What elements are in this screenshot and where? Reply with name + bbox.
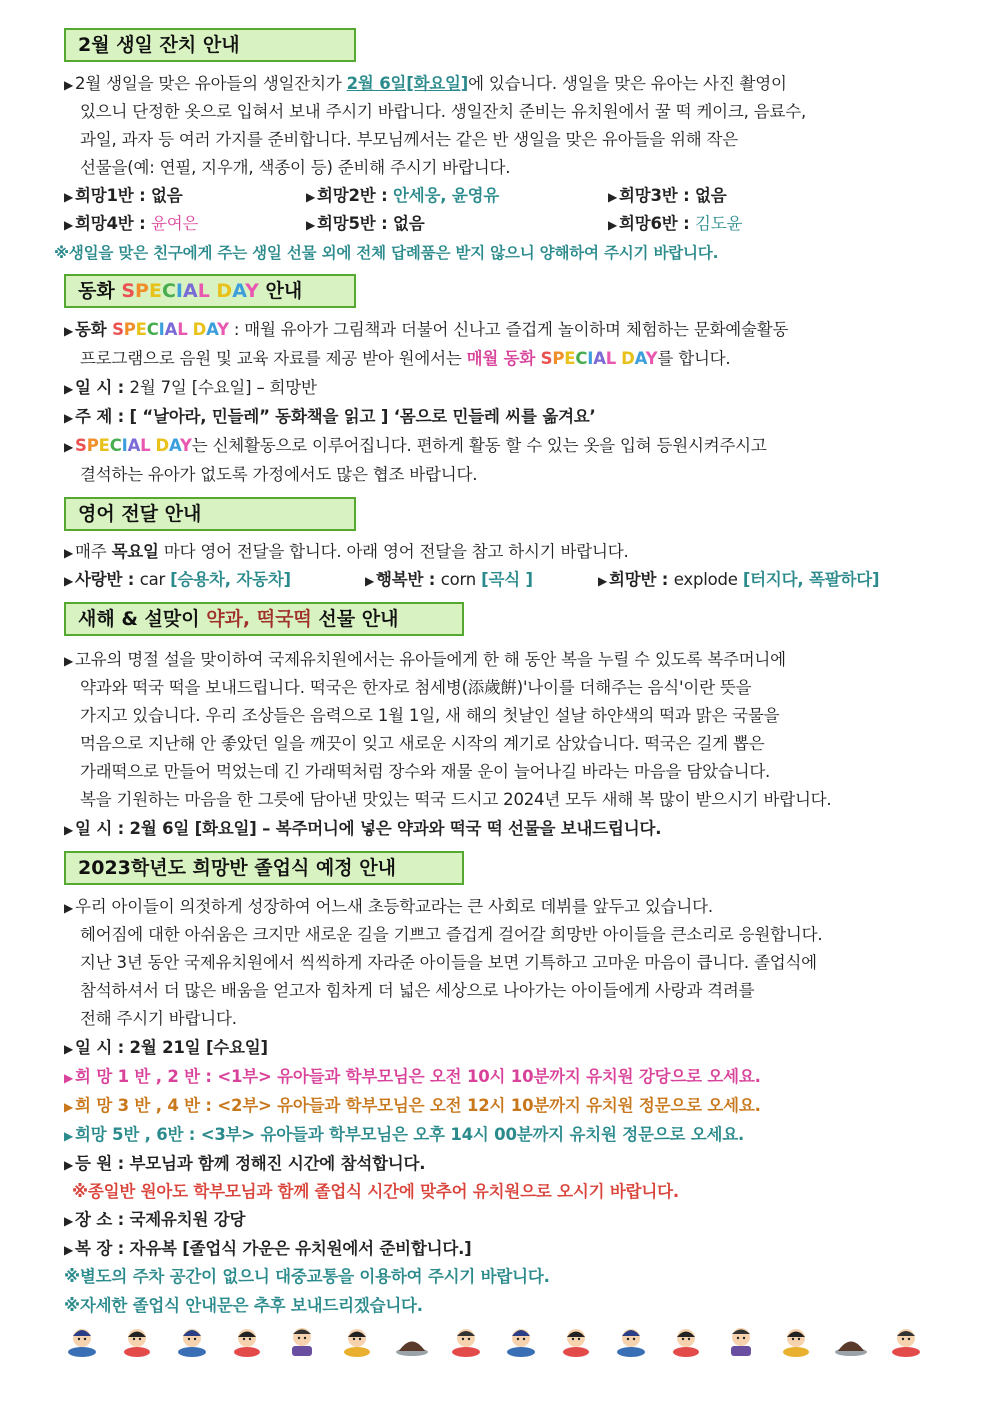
section-header-newyear-gift — [64, 602, 464, 636]
graduation-group-1 — [64, 1065, 934, 1089]
bullet-icon: ▶ — [64, 411, 74, 425]
label: 사랑반 : — [75, 570, 140, 589]
word: explode — [673, 570, 743, 589]
text: 2월 생일을 맞은 유아들의 생일잔치가 — [75, 74, 347, 93]
hanbok-kid-icon — [668, 1322, 704, 1358]
bullet-icon: ▶ — [598, 574, 608, 588]
text: 희망 5반 , 6반 : <3부> 유아들과 학부모님은 오후 14시 00분까지 유치원 정문으로 오세요. — [75, 1125, 745, 1144]
section-title: 2월 생일 잔치 안내 — [78, 34, 240, 56]
class-birthday-4 — [64, 212, 304, 236]
graduation-attend-note: ※종일반 원아도 학부모님과 함께 졸업식 시간에 맞추어 유치원으로 오시기 바랍니다. — [72, 1182, 679, 1201]
text: 마다 영어 전달을 합니다. 아래 영어 전달을 참고 하시기 바랍니다. — [158, 542, 629, 561]
label: 희망반 : — [609, 570, 674, 589]
class-label: 희망2반 : — [317, 186, 394, 205]
text: 희 망 1 반 , 2 반 : <1부> 유아들과 학부모님은 오전 10시 10분까지 유치원 강당으로 오세요. — [75, 1067, 761, 1086]
bullet-icon: ▶ — [64, 1158, 74, 1172]
tteok-icon — [833, 1322, 869, 1358]
paragraph-line — [64, 72, 934, 96]
bullet-icon: ▶ — [64, 190, 74, 204]
bullet-icon: ▶ — [608, 218, 618, 232]
bullet-icon: ▶ — [64, 440, 74, 454]
paragraph-line: 헤어짐에 대한 아쉬움은 크지만 새로운 길을 기쁘고 즐겁게 걸어갈 희망반 아이들을 큰소리로 응원합니다. — [80, 925, 823, 944]
hanbok-kid-icon — [778, 1322, 814, 1358]
class-birthday-3 — [608, 184, 848, 208]
text: 동화 — [75, 320, 113, 339]
value: 자유복 [졸업식 가운은 유치원에서 준비합니다.] — [129, 1239, 472, 1258]
paragraph-line — [64, 540, 934, 564]
section-title: 안내 — [258, 280, 303, 302]
section-header-storyday — [64, 274, 356, 308]
text: 우리 아이들이 의젓하게 성장하여 어느새 초등학교라는 큰 사회로 데뷔를 앞두고 있습니다. — [75, 897, 713, 916]
storyday-topic — [64, 405, 934, 429]
value: 2월 6일 [화요일] – — [129, 819, 276, 838]
paragraph-line: 과일, 과자 등 여러 가지를 준비합니다. 부모님께서는 같은 반 생일을 맞은 유아들을 위해 작은 — [80, 130, 739, 149]
bullet-icon: ▶ — [64, 654, 74, 668]
hanbok-kid-icon — [723, 1322, 759, 1358]
class-value: 안세웅, 윤영유 — [393, 186, 500, 205]
paragraph-line: 지난 3년 동안 국제유치원에서 씩씩하게 자라준 아이들을 보면 기특하고 고마운 마음이 큽니다. 졸업식에 — [80, 953, 817, 972]
paragraph-line: 복을 기원하는 마음을 한 그릇에 담아낸 맛있는 떡국 드시고 2024년 모두 새해 복 많이 받으시기 바랍니다. — [80, 790, 832, 809]
class-value: 없음 — [151, 186, 183, 205]
bullet-icon: ▶ — [365, 574, 375, 588]
hanbok-kid-icon — [888, 1322, 924, 1358]
label: 장 소 : — [75, 1210, 130, 1229]
class-value: 없음 — [695, 186, 727, 205]
bullet-icon: ▶ — [306, 218, 316, 232]
birthday-date: 2월 6일[화요일] — [346, 74, 469, 93]
section-header-birthday — [64, 28, 356, 62]
storyday-date — [64, 376, 934, 400]
class-label: 희망4반 : — [75, 214, 152, 233]
text: 고유의 명절 설을 맞이하여 국제유치원에서는 유아들에게 한 해 동안 복을 누릴 수 있도록 복주머니에 — [75, 650, 786, 669]
section-title: 2023학년도 희망반 졸업식 예정 안내 — [78, 857, 396, 879]
graduation-date — [64, 1036, 934, 1060]
paragraph-line: 있으니 단정한 옷으로 입혀서 보내 주시기 바랍니다. 생일잔치 준비는 유치원에서 꿀 떡 케이크, 음료수, — [80, 102, 807, 121]
class-label: 희망5반 : — [317, 214, 394, 233]
paragraph-line — [64, 318, 934, 342]
text: 매주 — [75, 542, 112, 561]
bullet-icon: ▶ — [64, 324, 74, 338]
label: 일 시 : — [75, 1038, 130, 1057]
birthday-note: ※생일을 맞은 친구에게 주는 생일 선물 외에 전체 답례품은 받지 않으니 양해하여 주시기 바랍니다. — [54, 244, 719, 262]
section-header-graduation — [64, 851, 464, 885]
bullet-icon: ▶ — [64, 1243, 74, 1257]
label: 주 제 : — [75, 407, 130, 426]
bullet-icon: ▶ — [64, 823, 74, 837]
special-rainbow-text: SPECIAL DAY — [121, 280, 259, 302]
meaning: [곡식 ] — [481, 570, 533, 589]
section-title: 선물 안내 — [311, 608, 399, 630]
label: 일 시 : — [75, 819, 130, 838]
text: 는 신체활동으로 이루어집니다. 편하게 활동 할 수 있는 옷을 입혀 등원시켜주시고 — [191, 436, 767, 455]
graduation-dress — [64, 1237, 934, 1261]
hanbok-kid-icon — [503, 1322, 539, 1358]
value: 2월 7일 [수요일] – 희망반 — [129, 378, 317, 397]
bullet-icon: ▶ — [64, 382, 74, 396]
paragraph-line — [64, 648, 934, 672]
special-rainbow-text: SPECIAL DAY — [75, 436, 192, 455]
class-label: 희망6반 : — [619, 214, 696, 233]
label: 행복반 : — [376, 570, 441, 589]
text: 를 합니다. — [657, 349, 731, 368]
word: car — [139, 570, 171, 589]
class-birthday-5 — [306, 212, 596, 236]
class-value: 윤여은 — [151, 214, 199, 233]
parking-note: ※별도의 주차 공간이 없으니 대중교통을 이용하여 주시기 바랍니다. — [64, 1267, 550, 1286]
english-word-huimang — [598, 568, 928, 592]
special-rainbow-text: SPECIAL DAY — [112, 320, 229, 339]
special-rainbow-text: SPECIAL DAY — [540, 349, 658, 368]
paragraph-line — [80, 347, 950, 371]
graduation-group-2 — [64, 1094, 934, 1118]
label: 일 시 : — [75, 378, 130, 397]
bullet-icon: ▶ — [306, 190, 316, 204]
value: 2월 21일 [수요일] — [129, 1038, 268, 1057]
english-word-haengbok — [365, 568, 595, 592]
bullet-icon: ▶ — [64, 901, 74, 915]
hanbok-kid-icon — [339, 1322, 375, 1358]
class-value: 김도윤 — [695, 214, 743, 233]
bullet-icon: ▶ — [608, 190, 618, 204]
hanbok-kid-icon — [284, 1322, 320, 1358]
text: 에 있습니다. 생일을 맞은 유아는 사진 촬영이 — [468, 74, 787, 93]
decorative-border — [64, 1318, 924, 1358]
class-birthday-2 — [306, 184, 596, 208]
value: 국제유치원 강당 — [129, 1210, 246, 1229]
hanbok-kid-icon — [558, 1322, 594, 1358]
paragraph-line: 전해 주시기 바랍니다. — [80, 1009, 237, 1028]
class-label: 희망3반 : — [619, 186, 696, 205]
graduation-place — [64, 1208, 934, 1232]
label: 등 원 : — [75, 1154, 130, 1173]
hanbok-kid-icon — [229, 1322, 265, 1358]
section-title-highlight: 약과, 떡국떡 — [206, 608, 312, 630]
meaning: [승용차, 자동차] — [170, 570, 291, 589]
section-title: 새해 & 설맞이 — [78, 608, 207, 630]
value: 부모님과 함께 정해진 시간에 참석합니다. — [129, 1154, 426, 1173]
class-birthday-6 — [608, 212, 848, 236]
hanbok-kid-icon — [64, 1322, 100, 1358]
paragraph-line: 가래떡으로 만들어 먹었는데 긴 가래떡처럼 장수와 재물 운이 늘어나길 바라는 마음을 담았습니다. — [80, 762, 771, 781]
section-title: 동화 — [78, 280, 122, 302]
paragraph-line — [64, 434, 934, 458]
paragraph-line: 가지고 있습니다. 우리 조상들은 음력으로 1월 1일, 새 해의 첫날인 설날 하얀색의 떡과 맑은 국물을 — [80, 706, 780, 725]
bullet-icon: ▶ — [64, 1214, 74, 1228]
hanbok-kid-icon — [119, 1322, 155, 1358]
word: corn — [440, 570, 482, 589]
class-birthday-1 — [64, 184, 304, 208]
bullet-icon: ▶ — [64, 574, 74, 588]
bullet-icon: ▶ — [64, 1100, 74, 1114]
section-title: 영어 전달 안내 — [78, 503, 202, 525]
class-value: 없음 — [393, 214, 425, 233]
paragraph-line: 참석하셔서 더 많은 배움을 얻고자 힘차게 더 넓은 세상으로 나아가는 아이들에게 사랑과 격려를 — [80, 981, 755, 1000]
paragraph-line — [64, 895, 934, 919]
paragraph-line: 먹음으로 지난해 안 좋았던 일을 깨끗이 잊고 새로운 시작의 계기로 삼았습니다. 떡국은 길게 뽑은 — [80, 734, 765, 753]
graduation-attendance — [64, 1152, 934, 1176]
graduation-group-3 — [64, 1123, 934, 1147]
tteok-icon — [394, 1322, 430, 1358]
bullet-icon: ▶ — [64, 1071, 74, 1085]
paragraph-line: 결석하는 유아가 없도록 가정에서도 많은 협조 바랍니다. — [80, 465, 478, 484]
hanbok-kid-icon — [448, 1322, 484, 1358]
text: 프로그램으로 음원 및 교육 자료를 제공 받아 원에서는 — [80, 349, 467, 368]
value: [ “날아라, 민들레” 동화책을 읽고 ] ‘몸으로 민들레 씨를 옮겨요’ — [129, 407, 596, 426]
bullet-icon: ▶ — [64, 1042, 74, 1056]
meaning: [터지다, 폭팔하다] — [742, 570, 880, 589]
label: 복 장 : — [75, 1239, 130, 1258]
followup-note: ※자세한 졸업식 안내문은 추후 보내드리겠습니다. — [64, 1296, 423, 1315]
highlight-text: 매월 동화 — [466, 349, 541, 368]
bullet-icon: ▶ — [64, 1129, 74, 1143]
bullet-icon: ▶ — [64, 218, 74, 232]
hanbok-kid-icon — [613, 1322, 649, 1358]
highlight-text: 목요일 — [111, 542, 159, 561]
paragraph-line: 약과와 떡국 떡을 보내드립니다. 떡국은 한자로 첨세병(添歲餠)'나이를 더해주는 음식'이란 뜻을 — [80, 678, 752, 697]
text: : 매월 유아가 그림책과 더불어 신나고 즐겁게 놀이하며 체험하는 문화예술활동 — [228, 320, 789, 339]
class-label: 희망1반 : — [75, 186, 152, 205]
text: 희 망 3 반 , 4 반 : <2부> 유아들과 학부모님은 오전 12시 10분까지 유치원 정문으로 오세요. — [75, 1096, 761, 1115]
hanbok-kid-icon — [174, 1322, 210, 1358]
english-word-sarang — [64, 568, 364, 592]
bullet-icon: ▶ — [64, 546, 74, 560]
section-header-english — [64, 497, 356, 531]
value: 복주머니에 넣은 약과와 떡국 떡 선물을 보내드립니다. — [275, 819, 662, 838]
bullet-icon: ▶ — [64, 78, 74, 92]
gift-date — [64, 817, 934, 841]
paragraph-line: 선물을(예: 연필, 지우개, 색종이 등) 준비해 주시기 바랍니다. — [80, 158, 511, 177]
